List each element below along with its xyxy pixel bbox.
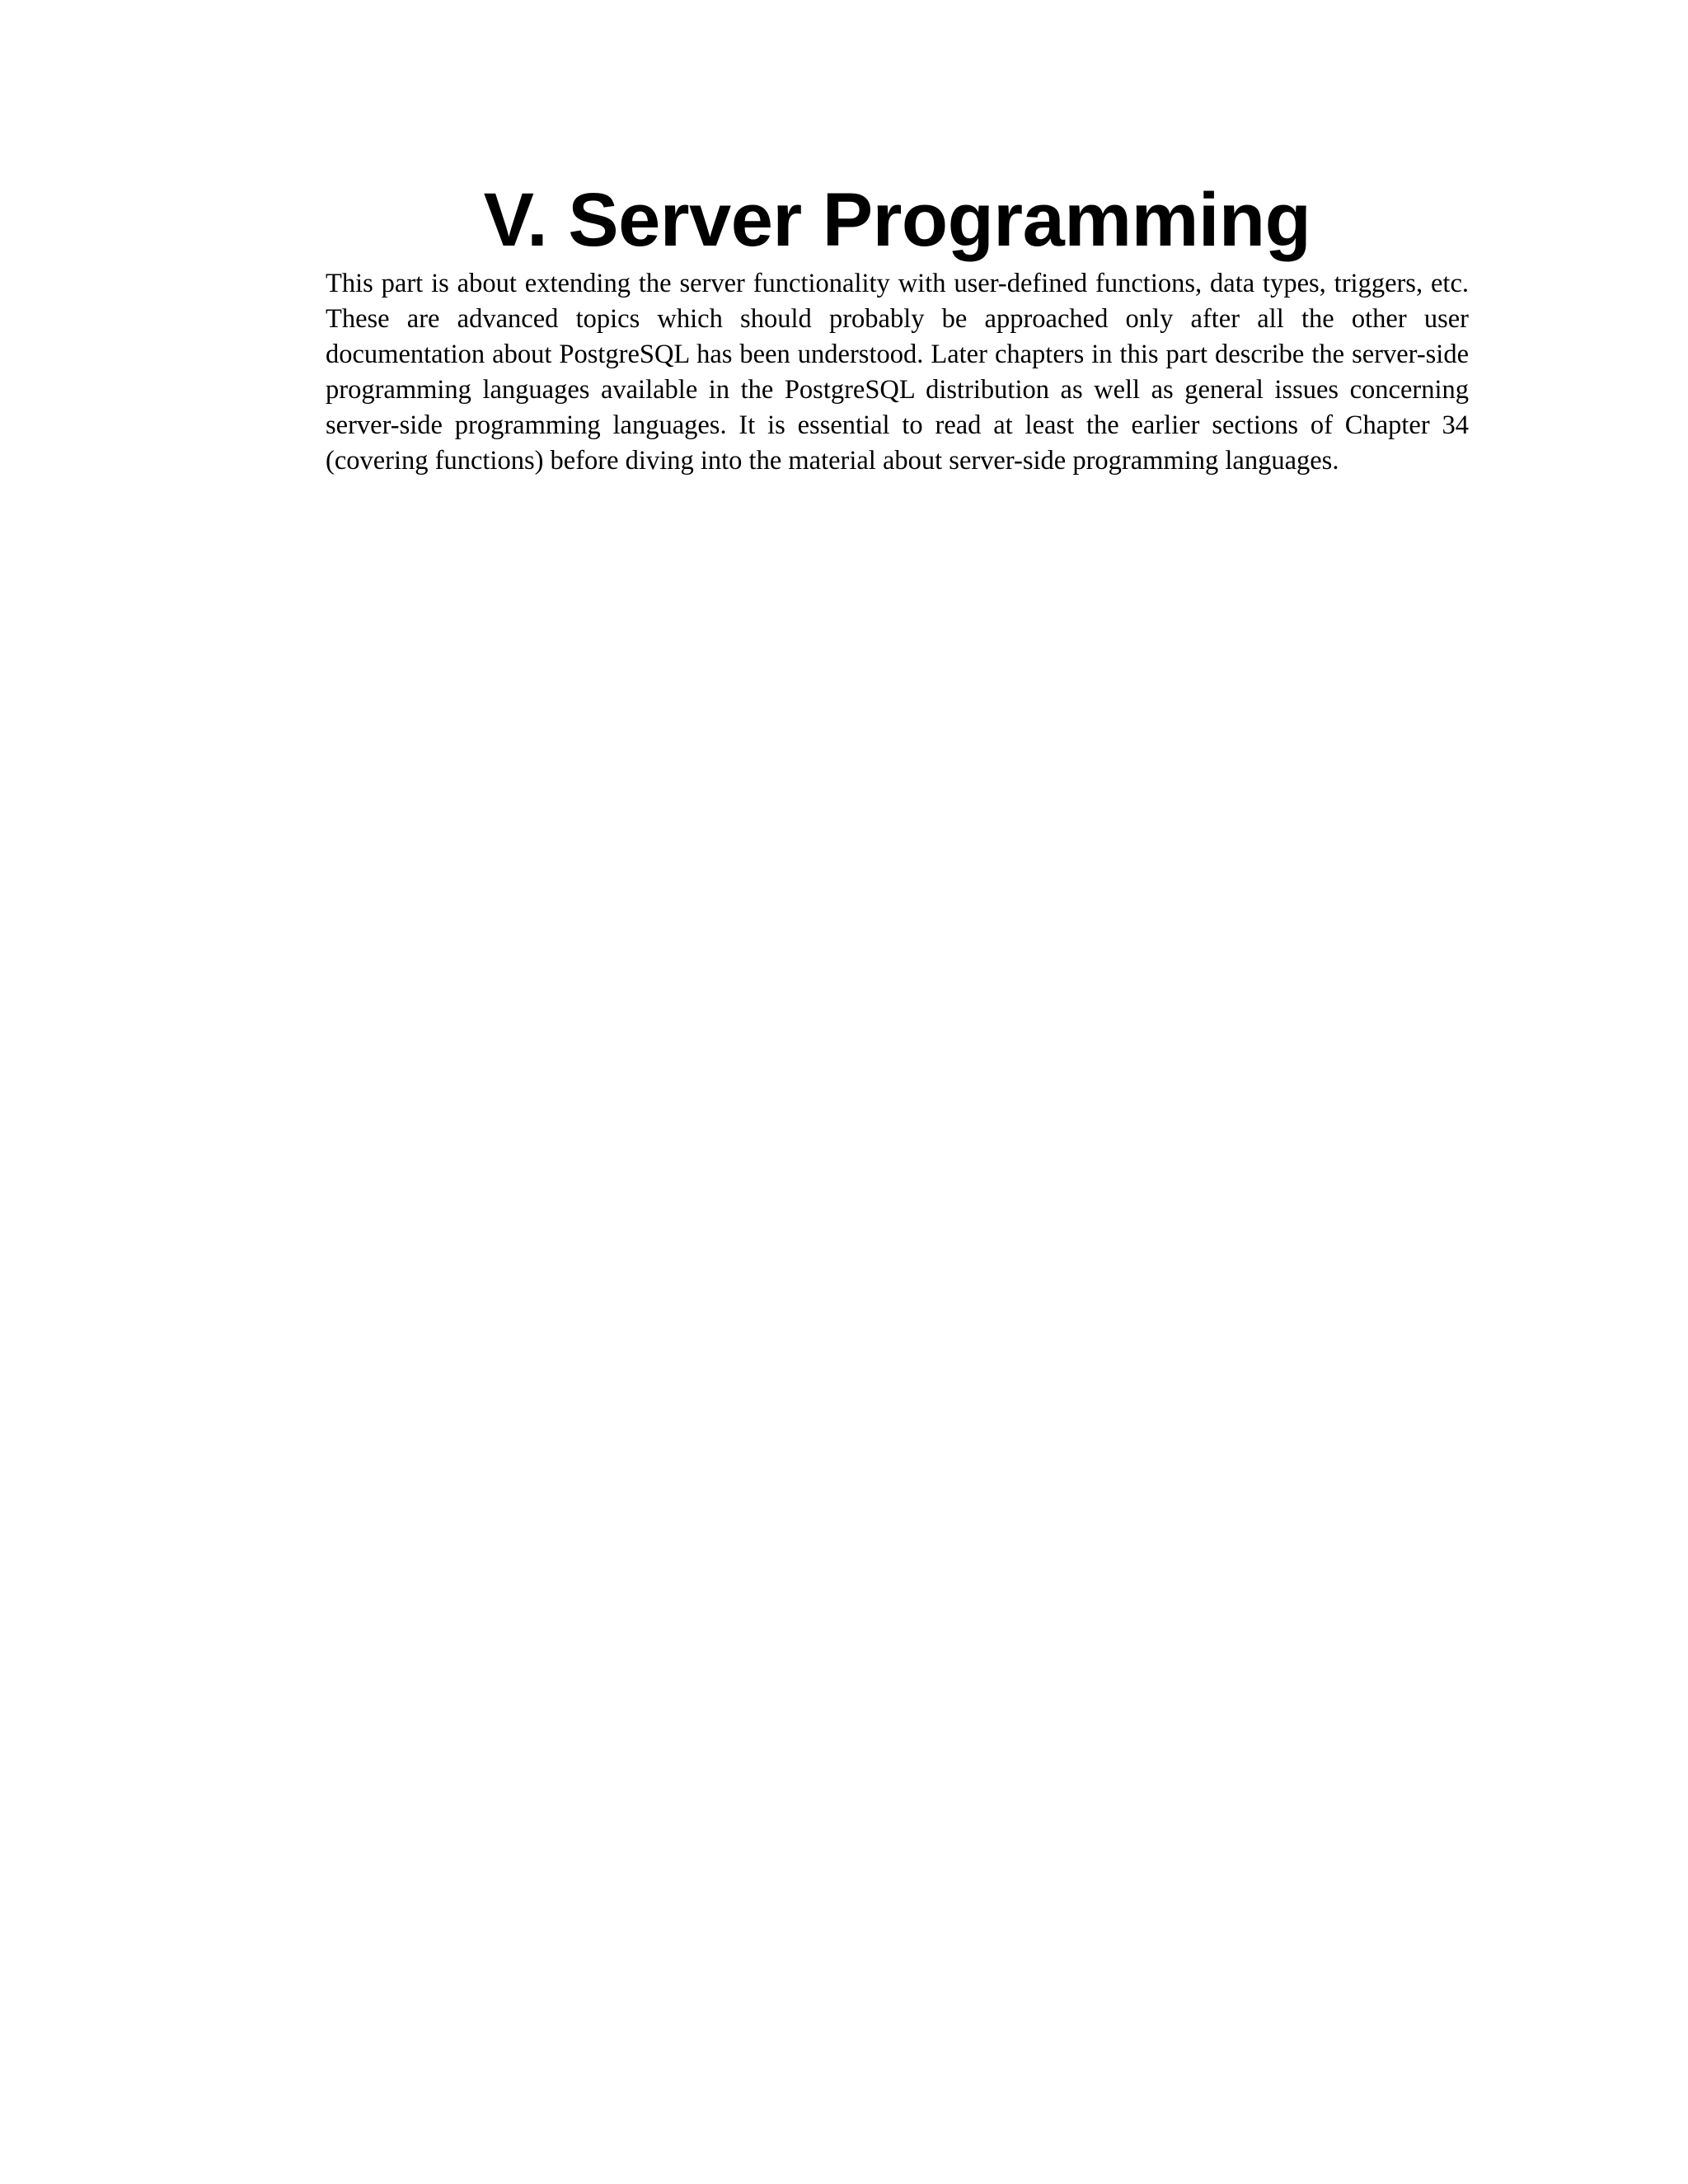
intro-paragraph: This part is about extending the server functionality with user-defined functions, data types, triggers, etc. These are advanced topics which should probably be approached only after all the other user documentation about PostgreSQL has been understood. Later chapters in this part describe the server-side programming languages available in the PostgreSQL distribution as well as general issues concerning server-side programming languages. It is essential to read at least the earlier sections of Chapter 34 (covering functions) before diving into the material about server-side programming languages. [326, 269, 1469, 476]
part-title: V. Server Programming [483, 178, 1311, 262]
